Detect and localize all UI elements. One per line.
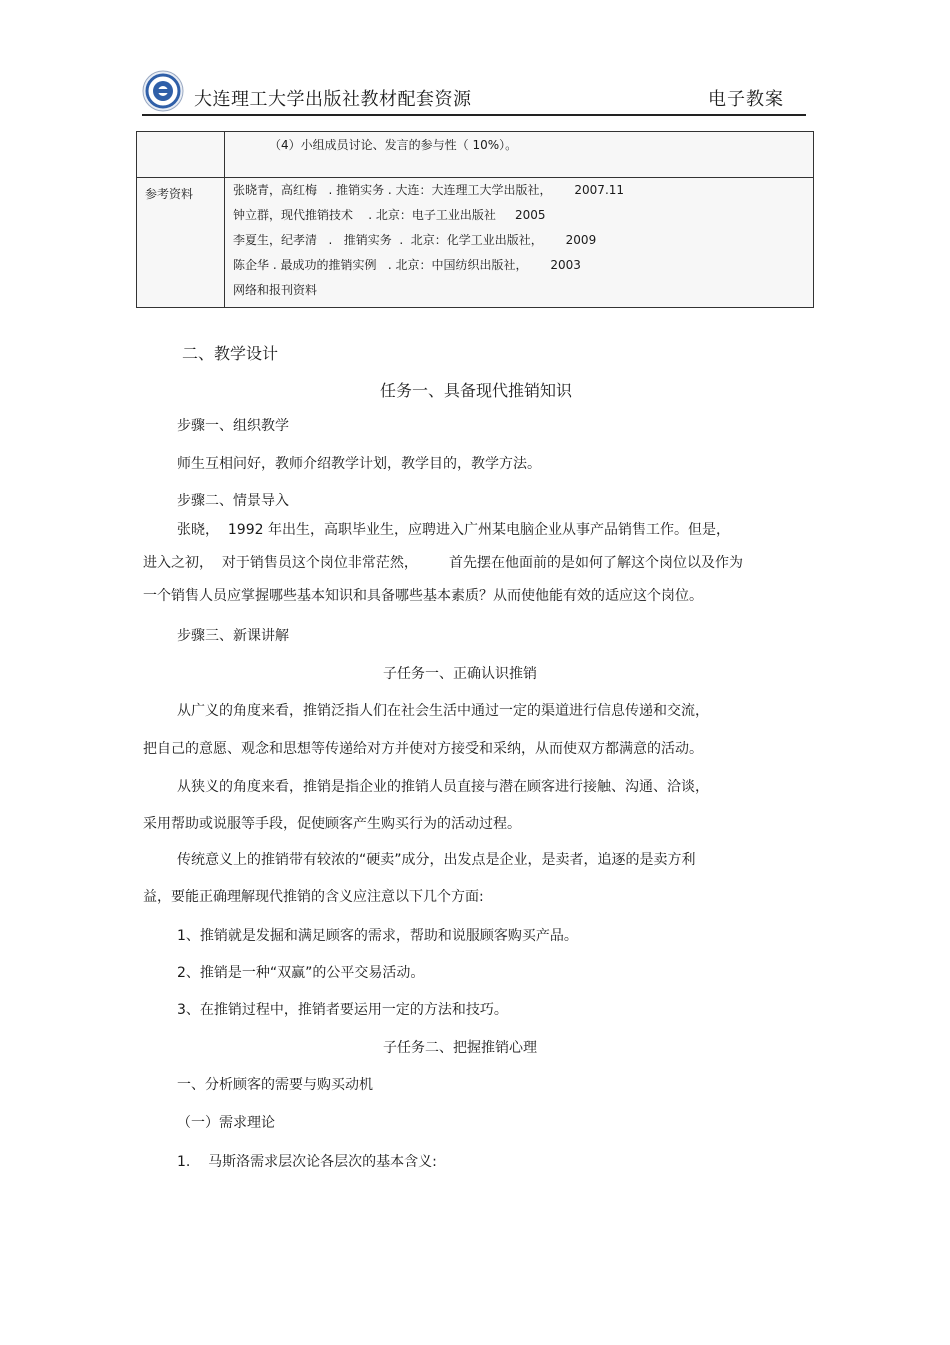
paragraph-line: 一个销售人员应掌握哪些基本知识和具备哪些基本素质？从而使他能有效的适应这个岗位。 <box>143 588 703 604</box>
paragraph-line: 张晓， 1992 年出生，高职毕业生，应聘进入广州某电脑企业从事产品销售工作。但是， <box>177 522 730 538</box>
page-header <box>142 68 806 116</box>
reference-item: 李夏生，纪孝清 . 推销实务 . 北京：化学工业出版社， 2009 <box>233 233 597 247</box>
header-doc-type: 电子教案 <box>708 89 784 110</box>
list-item: 3、在推销过程中，推销者要运用一定的方法和技巧。 <box>177 1002 508 1018</box>
table-cell-empty-label <box>137 132 225 178</box>
paragraph-line: 把自己的意愿、观念和思想等传递给对方并使对方接受和采纳，从而使双方都满意的活动。 <box>143 741 703 757</box>
paragraph-line: 从广义的角度来看，推销泛指人们在社会生活中通过一定的渠道进行信息传递和交流， <box>177 703 709 719</box>
paragraph-line: 从狭义的角度来看，推销是指企业的推销人员直接与潜在顾客进行接触、沟通、洽谈， <box>177 779 709 795</box>
subtask-heading: 子任务一、正确认识推销 <box>383 666 537 682</box>
references-label: 参考资料 <box>137 178 225 308</box>
step-heading: 步骤一、组织教学 <box>177 418 289 434</box>
reference-list <box>225 178 813 306</box>
course-info-table <box>136 131 814 308</box>
subsection-heading: 一、分析顾客的需要与购买动机 <box>177 1077 373 1093</box>
reference-item: 张晓青，高红梅 . 推销实务 . 大连：大连理工大学出版社， 2007.11 <box>233 183 625 197</box>
list-item: 2、推销是一种“双赢”的公平交易活动。 <box>177 965 425 981</box>
table-row <box>137 178 814 308</box>
reference-item: 钟立群，现代推销技术 . 北京：电子工业出版社 2005 <box>233 208 546 222</box>
table-row <box>137 132 814 178</box>
reference-item: 陈企华 . 最成功的推销实例 . 北京：中国纺织出版社， 2003 <box>233 258 581 272</box>
task-heading: 任务一、具备现代推销知识 <box>380 381 573 400</box>
step-heading: 步骤三、新课讲解 <box>177 628 289 644</box>
evaluation-item: （4）小组成员讨论、发言的参与性（ 10%）。 <box>269 138 518 152</box>
header-title: 大连理工大学出版社教材配套资源 <box>194 89 472 110</box>
step-heading: 步骤二、情景导入 <box>177 493 289 509</box>
section-heading: 二、教学设计 <box>182 344 279 363</box>
list-item: 1、推销就是发掘和满足顾客的需求，帮助和说服顾客购买产品。 <box>177 928 578 944</box>
list-item: 1. 马斯洛需求层次论各层次的基本含义: <box>177 1154 437 1170</box>
paragraph-line: 采用帮助或说服等手段，促使顾客产生购买行为的活动过程。 <box>143 816 521 832</box>
reference-item: 网络和报刊资料 <box>233 283 318 297</box>
university-logo-icon <box>142 70 184 112</box>
subtask-heading: 子任务二、把握推销心理 <box>383 1040 537 1056</box>
table-cell <box>225 132 814 178</box>
table-cell <box>225 178 814 308</box>
paragraph-line: 传统意义上的推销带有较浓的“硬卖”成分，出发点是企业，是卖者，追逐的是卖方利 <box>177 852 696 868</box>
paragraph-line: 益，要能正确理解现代推销的含义应注意以下几个方面: <box>143 889 484 905</box>
paragraph: 师生互相问好，教师介绍教学计划，教学目的，教学方法。 <box>177 456 541 472</box>
paragraph-line: 进入之初， 对于销售员这个岗位非常茫然， 首先摆在他面前的是如何了解这个岗位以及作为 <box>143 555 744 571</box>
subsection-heading: （一）需求理论 <box>177 1115 275 1131</box>
